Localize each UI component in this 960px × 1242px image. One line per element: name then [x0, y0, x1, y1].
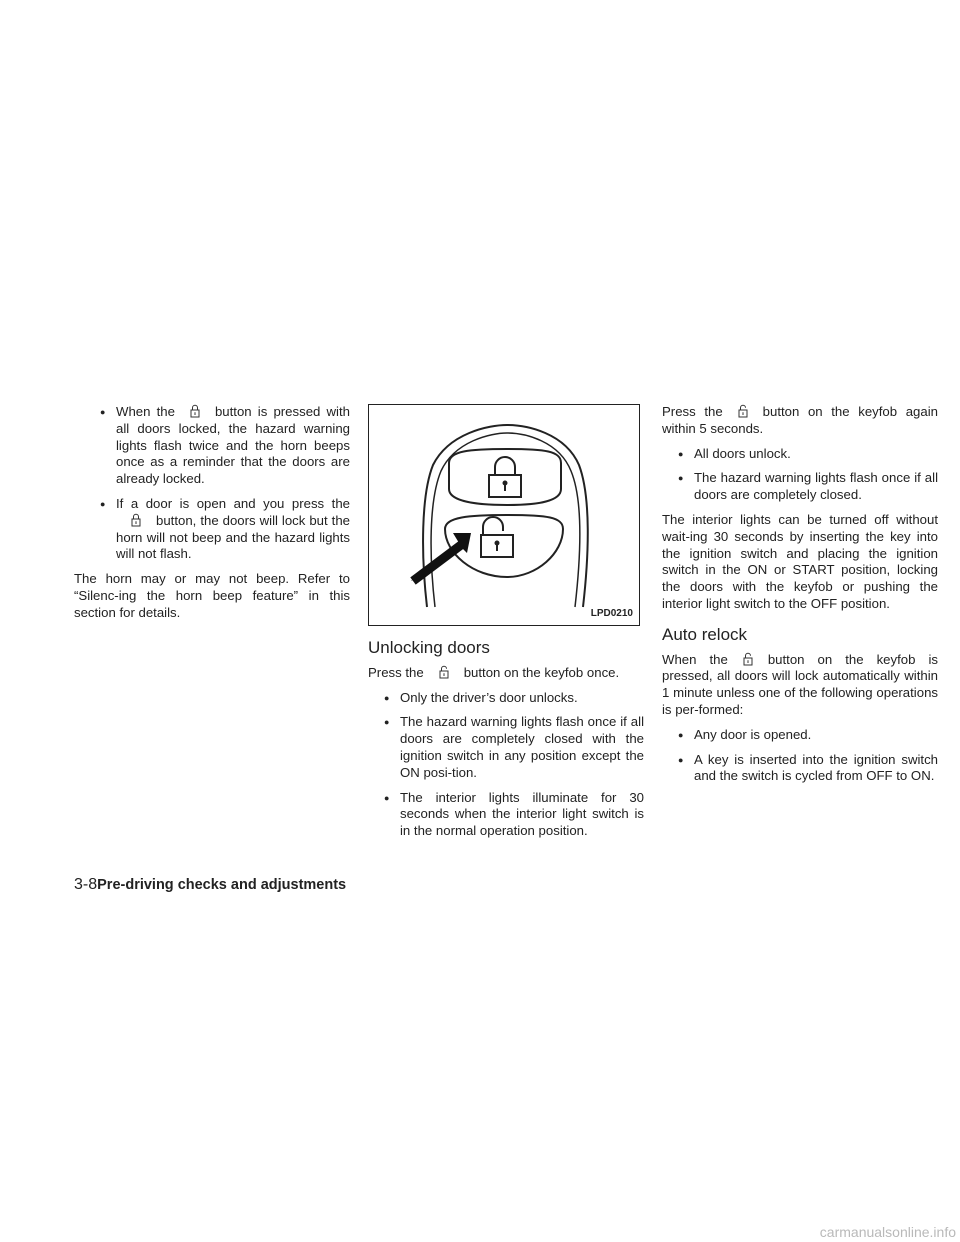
unlock-button-icon	[728, 652, 768, 666]
watermark: carmanualsonline.info	[819, 1224, 956, 1240]
list-item: ● A key is inserted into the ignition switch and the switch is cycled from OFF to ON.	[678, 752, 938, 786]
page-footer	[74, 876, 346, 894]
page-number: 3-8	[74, 876, 98, 893]
bullet-door-open: ● If a door is open and you press thebutton, the doors will lock but the horn will not beep and the hazard lights will not flash.	[100, 496, 350, 563]
section-title: Pre-driving checks and adjustments	[97, 877, 347, 893]
heading-unlocking-doors: Unlocking doors	[368, 638, 490, 657]
unlock-button-icon	[723, 404, 763, 418]
figure-label: LPD0210	[590, 608, 633, 620]
interior-lights-note: The interior lights can be turned off without wait-ing 30 seconds by inserting the key into the ignition switch and placing the ignition switch in the ON or START position, locking the doors with the keyfob or pushing the interior light switch to the OFF position.	[662, 511, 938, 611]
horn-note: The horn may or may not beep. Refer to “Silenc-ing the horn beep feature” in this section for details.	[74, 571, 350, 620]
list-item: ● Any door is opened.	[678, 727, 938, 744]
heading-auto-relock: Auto relock	[662, 624, 748, 644]
column-3	[662, 404, 938, 793]
list-item: ● The hazard warning lights flash once if all doors are completely closed with the ignition switch in any position except the ON posi-tion.	[384, 714, 644, 781]
list-item: ● Only the driver’s door unlocks.	[384, 690, 644, 707]
lock-button-icon	[116, 513, 156, 527]
unlock-intro: Press the button on the keyfob once.	[368, 664, 620, 680]
unlock-button-icon	[424, 665, 464, 679]
list-item: ● All doors unlock.	[678, 446, 938, 463]
bullet-lock-reminder: ● When the button is pressed with all doors locked, the hazard warning lights flash twice and the horn beeps once as a reminder that the doors are already locked.	[100, 404, 350, 488]
unlock-again-intro: Press the button on the keyfob again within 5 seconds.	[662, 404, 938, 436]
keyfob-illustration	[369, 405, 641, 627]
list-item: ● The hazard warning lights flash once if all doors are completely closed.	[678, 470, 938, 504]
keyfob-figure	[368, 404, 640, 626]
column-2	[368, 404, 644, 848]
column-1	[74, 404, 350, 630]
lock-button-icon	[175, 404, 215, 418]
auto-relock-intro: When the button on the keyfob is pressed, all doors will lock automatically within 1 minute unless one of the following operations is per-formed:	[662, 651, 939, 717]
list-item: ● The interior lights illuminate for 30 seconds when the interior light switch is in the normal operation position.	[384, 790, 644, 840]
